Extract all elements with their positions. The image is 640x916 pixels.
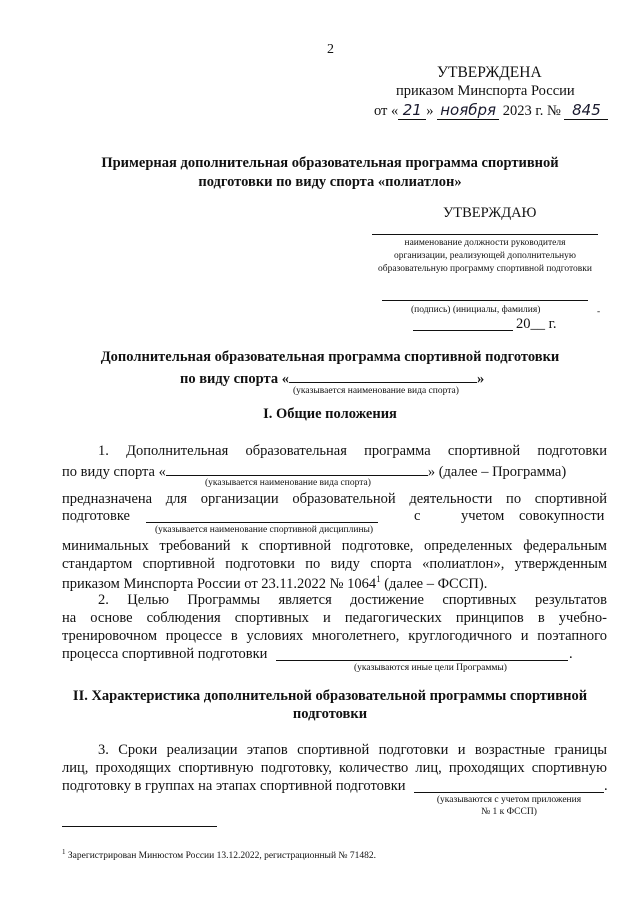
approve-caption-1: наименование должности руководителя — [404, 238, 566, 248]
section1-p2-line4: процесса спортивной подготовки — [62, 646, 268, 662]
p1-line4-a: подготовке — [62, 508, 130, 524]
approval-quote-close: » — [426, 103, 434, 119]
p1-footnote-ref: 1 — [376, 574, 381, 584]
program-title-caption: (указывается наименование вида спорта) — [293, 386, 459, 396]
footnote-separator — [62, 826, 217, 827]
section2-p3-line1: 3. Сроки реализации этапов спортивной подготовки и возрастные границы — [98, 742, 607, 758]
doc-title-line2: подготовки по виду спорта «полиатлон» — [198, 174, 462, 190]
footnote-text: Зарегистрирован Минюстом России 13.12.2022, регистрационный № 71482. — [65, 851, 376, 862]
p1-sport-blank — [166, 461, 428, 476]
p1-line4-d: совокупности — [519, 508, 605, 524]
approve-position-line — [372, 234, 598, 235]
approval-title: УТВЕРЖДЕНА — [437, 64, 542, 81]
section1-p2-line2: на основе соблюдения спортивных и педагогических принципов в учебно- — [62, 610, 607, 626]
approval-date-line — [374, 101, 608, 120]
p1-line7-prefix: приказом Минспорта России от 23.11.2022 № 1064 — [62, 575, 377, 592]
p1-line4-b: с — [414, 508, 421, 524]
p3-caption-2: № 1 к ФССП) — [481, 807, 537, 817]
approval-year: 2023 г. № — [502, 103, 561, 119]
program-sport-blank — [289, 368, 477, 383]
approve-title: УТВЕРЖДАЮ — [443, 205, 537, 221]
approve-caption-2: организации, реализующей дополнительную — [394, 251, 576, 261]
approve-signature-line — [382, 300, 588, 301]
section2-heading-line1: II. Характеристика дополнительной образовательной программы спортивной — [72, 688, 588, 704]
section2-heading-line2: подготовки — [292, 706, 368, 722]
p3-blank — [414, 792, 604, 793]
approve-caption-3: образовательную программу спортивной подготовки — [377, 264, 592, 274]
approve-sign-caption: (подпись) (инициалы, фамилия) — [411, 305, 541, 315]
p2-goals-blank — [276, 660, 568, 661]
p1-line2-suffix: » (далее – Программа) — [427, 464, 567, 480]
doc-title-line1: Примерная дополнительная образовательная программа спортивной — [101, 155, 559, 171]
approval-day: 21 — [398, 101, 426, 120]
section1-p1-line6: стандартом спортивной подготовки по виду спорта «полиатлон», утвержденным — [62, 556, 607, 572]
approval-order-line: приказом Минспорта России — [396, 83, 575, 99]
approval-date-prefix: от « — [374, 103, 399, 119]
p1-line4-c: учетом — [461, 508, 505, 524]
section2-p3-line3: подготовку в группах на этапах спортивной подготовки — [62, 778, 406, 794]
section1-p1-line5: минимальных требований к спортивной подготовке, определенных федеральным — [62, 538, 607, 554]
p2-line4-end: . — [569, 646, 573, 662]
section1-p2-line1: 2. Целью Программы является достижение спортивных результатов — [98, 592, 607, 608]
program-title-prefix: по виду спорта « — [180, 371, 289, 387]
p1-caption-discipline: (указывается наименование спортивной дисциплины) — [155, 525, 374, 535]
section1-p1-line1: 1. Дополнительная образовательная программа спортивной подготовки — [98, 443, 607, 459]
program-title-suffix: » — [476, 371, 485, 387]
section1-p1-line7 — [62, 574, 487, 593]
footnote-mark: 1 — [62, 848, 66, 856]
approve-dash: - — [597, 307, 601, 317]
p1-caption-sport: (указывается наименование вида спорта) — [205, 478, 371, 488]
page-number: 2 — [327, 42, 334, 57]
section1-heading: I. Общие положения — [263, 406, 397, 422]
footnote — [62, 846, 376, 862]
approval-month: ноября — [437, 101, 499, 120]
p1-discipline-blank — [146, 522, 378, 523]
section2-p3-line2: лиц, проходящих спортивную подготовку, количество лиц, проходящих спортивную — [62, 760, 607, 776]
approve-date-line — [413, 330, 513, 331]
section1-p2-line3: тренировочном процессе в условиях многолетнего, круглогодичного и поэтапного — [62, 628, 607, 644]
program-title-line1: Дополнительная образовательная программа спортивной подготовки — [100, 349, 560, 365]
p2-caption-goals: (указываются иные цели Программы) — [354, 663, 507, 673]
p3-caption-1: (указываются с учетом приложения — [436, 795, 582, 805]
approve-date-suffix: 20__ г. — [516, 316, 557, 332]
p1-line7-suffix: (далее – ФССП). — [380, 575, 488, 592]
approval-number: 845 — [564, 101, 608, 120]
p1-line2-prefix: по виду спорта « — [62, 464, 166, 480]
section1-p1-line3: предназначена для организации образовательной деятельности по спортивной — [62, 491, 607, 507]
p3-line3-end: . — [604, 778, 608, 794]
